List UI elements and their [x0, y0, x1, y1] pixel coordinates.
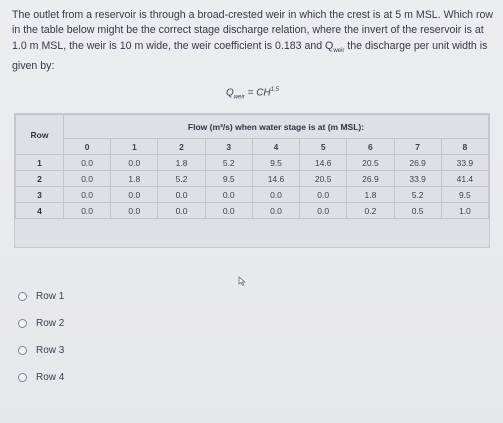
table-cell: 26.9: [394, 155, 441, 171]
question-text: [12, 8, 496, 75]
radio-button[interactable]: [18, 346, 27, 355]
table-cell: 0.0: [252, 187, 299, 203]
stage-header-cell: 7: [394, 139, 441, 155]
table-cell: 0.2: [347, 203, 394, 219]
answer-option-label: Row 1: [36, 291, 65, 302]
table-cell: 0.0: [300, 187, 347, 203]
table-cell: 1.8: [111, 171, 158, 187]
table-row: [16, 171, 489, 187]
answer-option-row-3[interactable]: [18, 345, 64, 356]
table-cell: 26.9: [347, 171, 394, 187]
table-cell: 0.0: [252, 203, 299, 219]
answer-option-row-2[interactable]: [18, 318, 64, 329]
table-cell: 0.0: [158, 187, 205, 203]
table-cell: 20.5: [347, 155, 394, 171]
formula-rhs: = CH: [244, 87, 271, 99]
stage-header-cell: 3: [205, 139, 252, 155]
radio-button[interactable]: [18, 373, 27, 382]
answer-option-label: Row 2: [36, 318, 65, 329]
table-cell: 0.0: [64, 203, 111, 219]
table-cell: 0.0: [111, 203, 158, 219]
table-cell: 0.5: [394, 203, 441, 219]
table-cell: 0.0: [64, 187, 111, 203]
stage-header-cell: 2: [158, 139, 205, 155]
mouse-cursor-icon: [238, 276, 246, 286]
table-cell: 1.8: [158, 155, 205, 171]
formula-lhs: Q: [226, 87, 234, 99]
stage-header-cell: 8: [441, 139, 488, 155]
discharge-formula: [226, 87, 279, 100]
stage-header-cell: 6: [347, 139, 394, 155]
row-label: 2: [16, 171, 64, 187]
row-label: 4: [16, 203, 64, 219]
stage-header-cell: 0: [64, 139, 111, 155]
formula-exponent: 1.5: [270, 87, 279, 93]
table-cell: 14.6: [252, 171, 299, 187]
table-cell: 1.0: [441, 203, 488, 219]
radio-button[interactable]: [18, 319, 27, 328]
table-row: [16, 203, 489, 219]
table-cell: 14.6: [300, 155, 347, 171]
table-cell: 0.0: [64, 155, 111, 171]
question-q-subscript: weir: [333, 47, 345, 54]
formula-lhs-subscript: weir: [233, 94, 245, 101]
table-cell: 20.5: [300, 171, 347, 187]
table-cell: 0.0: [111, 187, 158, 203]
table-cell: 0.0: [300, 203, 347, 219]
row-label: 3: [16, 187, 64, 203]
table-cell: 0.0: [205, 203, 252, 219]
table-cell: 33.9: [394, 171, 441, 187]
table-cell: 9.5: [441, 187, 488, 203]
table-cell: 33.9: [441, 155, 488, 171]
table-cell: 0.0: [158, 203, 205, 219]
stage-header-cell: 1: [111, 139, 158, 155]
table-cell: 1.8: [347, 187, 394, 203]
table-cell: 41.4: [441, 171, 488, 187]
question-body: The outlet from a reservoir is through a broad-crested weir in which the crest is at 5 m MSL. Which row in the table below might be the correct stage discharge relation, where the invert of the reservoir is at 1.0 m MSL, the weir is 10 m wide, the weir coefficient is 0.183 and Q: [12, 9, 494, 52]
table-cell: 0.0: [64, 171, 111, 187]
stage-header-row: [16, 139, 489, 155]
stage-discharge-table: [14, 113, 490, 248]
table-cell: 0.0: [111, 155, 158, 171]
row-label: 1: [16, 155, 64, 171]
table-cell: 9.5: [252, 155, 299, 171]
stage-header-cell: 5: [300, 139, 347, 155]
answer-option-row-4[interactable]: [18, 372, 64, 383]
stage-header-cell: 4: [252, 139, 299, 155]
table-cell: 5.2: [205, 155, 252, 171]
table-cell: 9.5: [205, 171, 252, 187]
question-body-end: the discharge per unit width is given by:: [12, 39, 488, 73]
table-row: [16, 155, 489, 171]
table-title: Flow (m³/s) when water stage is at (m MSL):: [64, 115, 489, 139]
answer-option-label: Row 4: [36, 372, 65, 383]
answer-option-row-1[interactable]: [18, 291, 64, 302]
row-column-header: Row: [16, 115, 64, 155]
radio-button[interactable]: [18, 292, 27, 301]
answer-option-label: Row 3: [36, 345, 65, 356]
table-cell: 5.2: [158, 171, 205, 187]
table-cell: 5.2: [394, 187, 441, 203]
table-cell: 0.0: [205, 187, 252, 203]
table-row: [16, 187, 489, 203]
